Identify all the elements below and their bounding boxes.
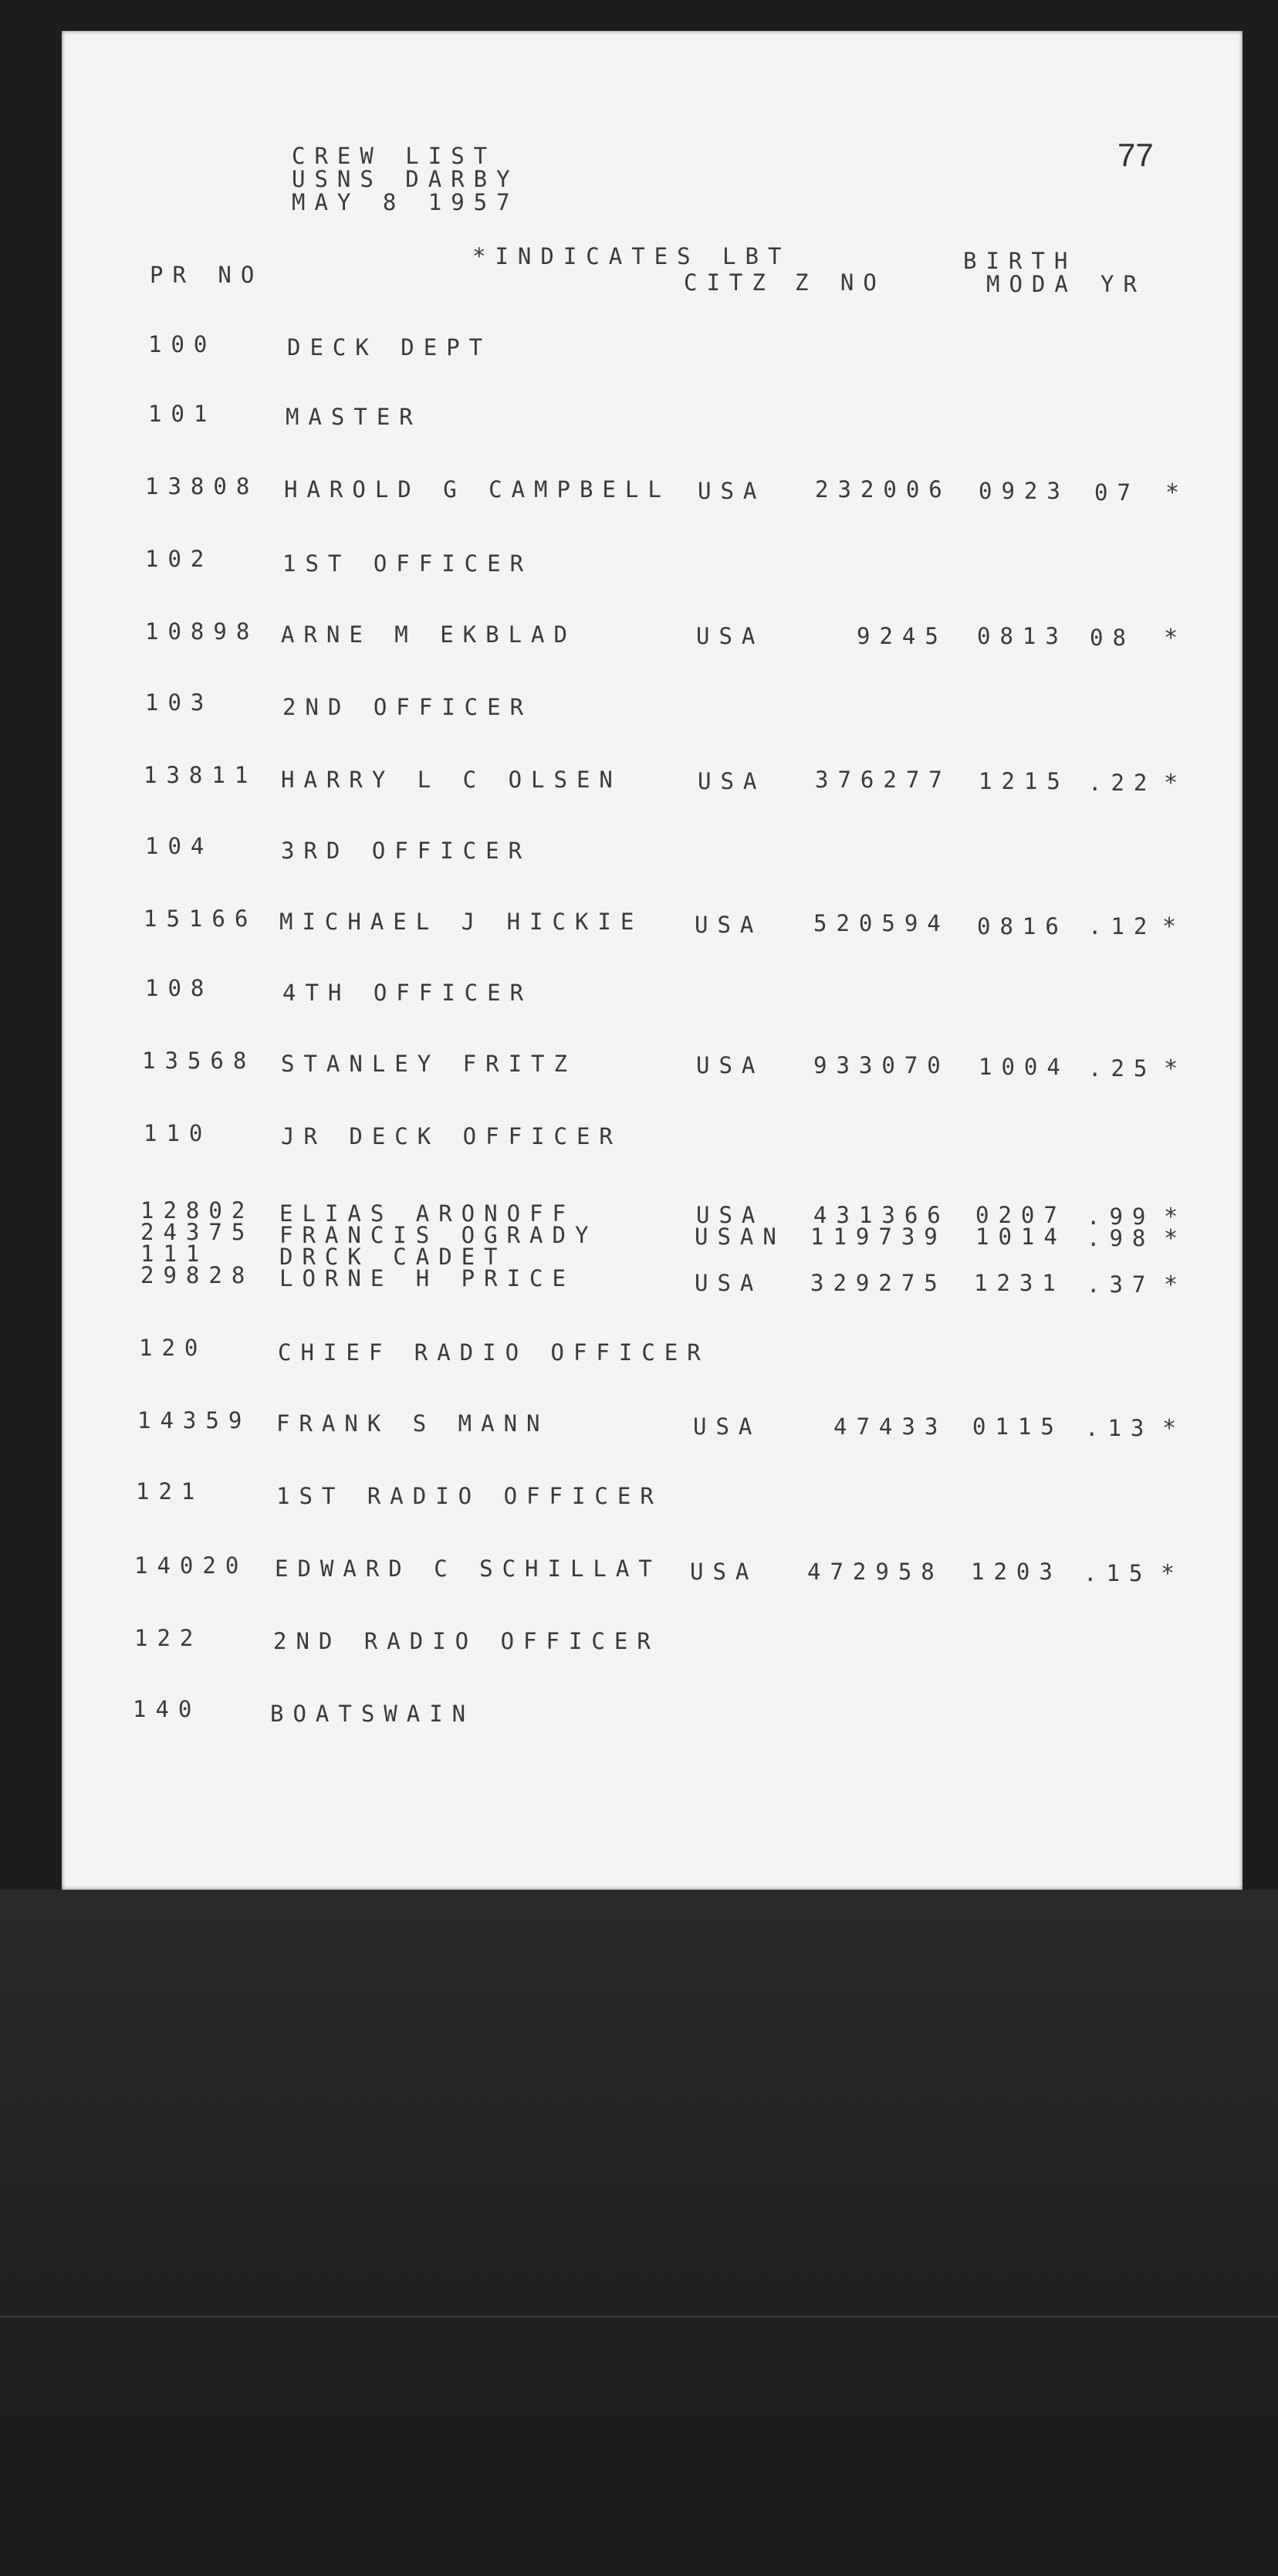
row-text: CHIEF RADIO OFFICER — [278, 1339, 710, 1366]
row-text: JR DECK OFFICER — [281, 1123, 622, 1149]
title-line-1: CREW LIST — [292, 143, 497, 169]
row-lbt-mark: * — [1165, 479, 1180, 506]
row-z-no: 933070 — [813, 1052, 950, 1078]
row-citz: USA — [698, 478, 766, 504]
row-text: DRCK CADET — [279, 1244, 507, 1270]
row-pr: 10898 — [145, 618, 259, 645]
row-text: 1ST RADIO OFFICER — [276, 1483, 663, 1509]
row-moda: 0923 — [979, 478, 1070, 504]
row-pr: 15166 — [144, 905, 258, 932]
row-pr: 29828 — [140, 1262, 255, 1288]
row-pr: 14020 — [134, 1552, 248, 1579]
row-z-no: 520594 — [813, 910, 950, 936]
row-pr: 104 — [145, 833, 214, 859]
row-z-no: 376277 — [815, 767, 952, 793]
row-yr: 07 — [1094, 479, 1140, 506]
pr-no-label: PR NO — [150, 262, 264, 288]
row-yr: .98 — [1087, 1225, 1155, 1251]
row-name: ARNE M EKBLAD — [281, 621, 576, 648]
row-name: HAROLD G CAMPBELL — [284, 476, 671, 503]
row-moda: 1231 — [974, 1270, 1065, 1296]
row-pr: 101 — [148, 401, 217, 427]
row-z-no: 47433 — [833, 1413, 948, 1440]
row-citz: USA — [695, 912, 763, 938]
row-text: 1ST OFFICER — [282, 550, 533, 577]
row-pr: 24375 — [140, 1219, 255, 1245]
row-pr: 13808 — [145, 473, 259, 499]
row-pr: 102 — [145, 546, 214, 572]
row-pr: 108 — [145, 975, 214, 1001]
row-name: STANLEY FRITZ — [281, 1051, 576, 1077]
row-yr: .13 — [1085, 1415, 1154, 1441]
row-z-no: 472958 — [807, 1559, 944, 1585]
row-pr: 13811 — [144, 762, 258, 788]
scan-artifact-line — [0, 2316, 1278, 2317]
crew-list-page — [62, 31, 1242, 1890]
row-citz: USA — [696, 1202, 765, 1228]
row-text: 3RD OFFICER — [281, 838, 532, 864]
row-lbt-mark: * — [1164, 770, 1178, 797]
row-citz: USA — [696, 1052, 765, 1078]
row-yr: 08 — [1090, 625, 1135, 651]
row-z-no: 232006 — [815, 476, 952, 503]
row-lbt-mark: * — [1164, 1271, 1178, 1298]
row-text: 4TH OFFICER — [282, 980, 533, 1006]
row-name: MICHAEL J HICKIE — [279, 909, 644, 935]
row-z-no: 431366 — [813, 1202, 950, 1228]
row-moda: 0813 — [977, 623, 1068, 649]
row-yr: .99 — [1087, 1203, 1155, 1230]
yr-label: YR — [1100, 271, 1146, 297]
row-name: FRANCIS OGRADY — [279, 1222, 598, 1248]
row-z-no: 119739 — [810, 1224, 947, 1250]
row-lbt-mark: * — [1164, 625, 1178, 652]
row-text: BOATSWAIN — [270, 1701, 475, 1727]
row-lbt-mark: * — [1162, 1415, 1177, 1442]
row-yr: .15 — [1084, 1560, 1152, 1586]
row-yr: .25 — [1088, 1055, 1157, 1082]
row-lbt-mark: * — [1162, 913, 1177, 940]
row-z-no: 329275 — [810, 1270, 947, 1296]
row-name: FRANK S MANN — [276, 1410, 549, 1437]
row-pr: 122 — [134, 1625, 203, 1651]
title-line-3: MAY 8 1957 — [292, 189, 519, 215]
citz-label: CITZ — [684, 269, 775, 296]
row-lbt-mark: * — [1164, 1055, 1178, 1082]
row-moda: 0816 — [977, 913, 1068, 939]
row-yr: .12 — [1088, 913, 1157, 939]
row-name: ELIAS ARONOFF — [279, 1200, 575, 1227]
row-lbt-mark: * — [1164, 1225, 1178, 1252]
row-moda: 1203 — [971, 1559, 1062, 1585]
row-name: HARRY L C OLSEN — [281, 767, 622, 793]
row-moda: 1215 — [979, 768, 1070, 794]
title-line-2: USNS DARBY — [292, 166, 519, 192]
row-citz: USA — [695, 1270, 763, 1296]
row-lbt-mark: * — [1161, 1560, 1175, 1587]
z-no-label: Z NO — [795, 269, 886, 296]
row-pr: 100 — [148, 331, 217, 357]
row-pr: 110 — [144, 1120, 212, 1146]
row-name: EDWARD C SCHILLAT — [275, 1555, 661, 1582]
row-z-no: 9245 — [857, 623, 948, 649]
row-text: 2ND OFFICER — [282, 694, 533, 720]
row-citz: USA — [693, 1413, 762, 1440]
row-text: 2ND RADIO OFFICER — [273, 1628, 660, 1654]
scanner-background — [0, 1890, 1278, 2576]
row-pr: 13568 — [142, 1048, 256, 1074]
moda-label: MODA — [986, 271, 1077, 297]
row-lbt-mark: * — [1164, 1203, 1178, 1230]
row-pr: 120 — [139, 1335, 208, 1361]
row-pr: 140 — [133, 1696, 201, 1722]
row-yr: .22 — [1088, 770, 1157, 796]
row-name: LORNE H PRICE — [279, 1265, 575, 1291]
legend-note: *INDICATES LBT — [472, 243, 791, 269]
row-yr: .37 — [1087, 1271, 1155, 1298]
row-pr: 111 — [140, 1241, 209, 1267]
row-pr: 103 — [145, 689, 214, 716]
row-pr: 121 — [136, 1478, 205, 1505]
row-pr: 12802 — [140, 1197, 255, 1224]
row-pr: 14359 — [137, 1407, 252, 1434]
row-moda: 1004 — [979, 1054, 1070, 1080]
page-number: 77 — [1117, 137, 1154, 173]
row-citz: USA — [698, 768, 766, 794]
row-text: DECK DEPT — [287, 334, 492, 361]
row-citz: USA — [696, 623, 765, 649]
birth-label: BIRTH — [963, 248, 1077, 274]
row-moda: 1014 — [975, 1224, 1067, 1250]
row-moda: 0115 — [972, 1413, 1063, 1440]
row-moda: 0207 — [975, 1202, 1067, 1228]
row-citz: USAN — [695, 1224, 786, 1250]
row-citz: USA — [690, 1559, 759, 1585]
row-text: MASTER — [286, 404, 422, 430]
